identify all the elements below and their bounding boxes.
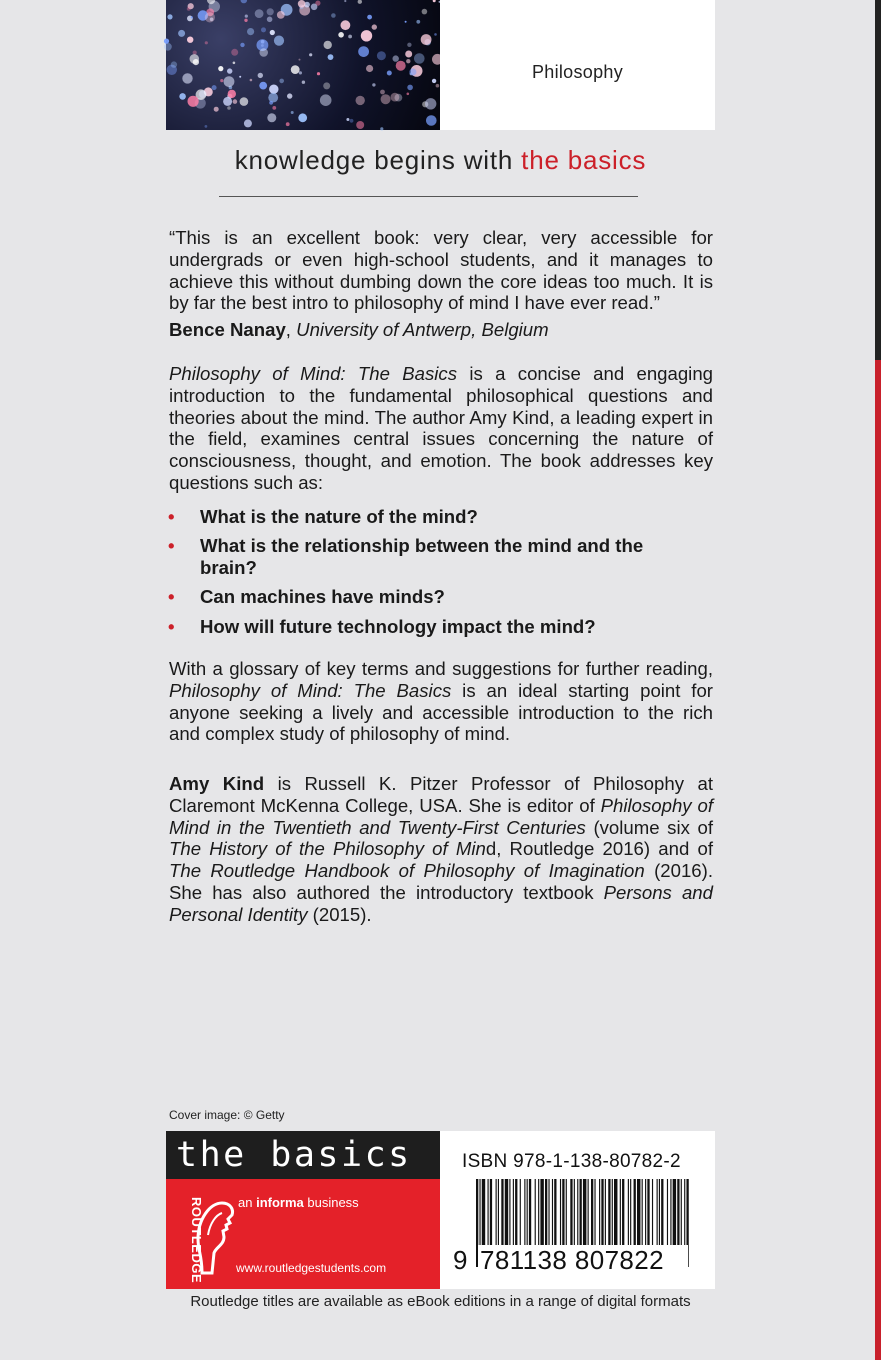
bokeh-light	[356, 121, 364, 129]
barcode-bar	[614, 1179, 617, 1249]
key-questions-list	[166, 506, 686, 645]
bokeh-light	[433, 0, 436, 2]
bullet-dot: •	[168, 535, 175, 557]
bokeh-light	[377, 51, 386, 60]
bokeh-light	[405, 21, 407, 23]
desc-text: is a concise and engaging introduction to the fundamental philosophical questions and theories about the mind. The author Amy Kind, a leading expert in the field, examines central issues concerning the nature of consciousness, thought, and emotion. The book addresses key questions such as:	[169, 363, 713, 493]
bokeh-light	[407, 43, 411, 47]
bokeh-light	[380, 127, 383, 130]
bokeh-light	[240, 97, 249, 106]
bokeh-light	[367, 15, 372, 20]
bokeh-light	[434, 33, 437, 36]
barcode-bar	[608, 1179, 610, 1249]
bokeh-light	[348, 35, 352, 39]
barcode-bar	[661, 1179, 663, 1249]
bokeh-light	[421, 34, 432, 45]
bokeh-light	[381, 94, 391, 104]
bokeh-light	[414, 53, 425, 64]
routledge-head-icon	[194, 1193, 238, 1275]
category-box	[440, 0, 715, 130]
bokeh-light	[259, 48, 268, 57]
quote-attribution: Bence Nanay, University of Antwerp, Belgium	[169, 319, 549, 340]
bokeh-light	[247, 28, 254, 35]
bokeh-light	[287, 93, 292, 98]
barcode-bar	[612, 1179, 613, 1249]
bokeh-light	[241, 0, 248, 3]
barcode-bar	[630, 1179, 631, 1249]
barcode-bar	[628, 1179, 629, 1249]
list-item: • What is the relationship between the mind and the brain?	[168, 535, 644, 579]
bokeh-light	[396, 61, 406, 71]
barcode-bar	[545, 1179, 547, 1249]
bokeh-light	[220, 79, 223, 82]
bokeh-light	[405, 51, 412, 58]
bokeh-light	[299, 71, 302, 74]
bokeh-light	[187, 7, 191, 11]
barcode-bar	[677, 1179, 679, 1249]
bokeh-light	[261, 27, 266, 32]
bokeh-light	[341, 20, 351, 30]
bokeh-light	[277, 11, 285, 19]
bokeh-light	[286, 122, 290, 126]
barcode-bar	[634, 1179, 636, 1249]
barcode-bar	[642, 1179, 643, 1249]
svg-text:ROUTLEDGE: ROUTLEDGE	[189, 1197, 204, 1284]
barcode-bar	[574, 1179, 575, 1249]
bokeh-light	[387, 71, 392, 76]
bokeh-light	[268, 93, 278, 103]
barcode-bar	[673, 1179, 676, 1249]
routledge-banner	[166, 1179, 440, 1289]
isbn-label: ISBN 978-1-138-80782-2	[462, 1151, 681, 1172]
bokeh-light	[432, 79, 436, 83]
barcode-bar	[657, 1179, 658, 1249]
bokeh-light	[425, 98, 436, 109]
bokeh-light	[344, 0, 346, 2]
barcode-digits: 781138 807822	[478, 1245, 688, 1276]
barcode-bar	[591, 1179, 593, 1249]
barcode-bar	[501, 1179, 503, 1249]
barcode-bar	[488, 1179, 489, 1249]
barcode-bar	[540, 1179, 543, 1249]
barcode-bar	[562, 1179, 564, 1249]
closing-title: Philosophy of Mind: The Basics	[169, 679, 452, 701]
bokeh-light	[258, 73, 263, 78]
series-tagline	[166, 145, 715, 176]
bokeh-light	[218, 66, 223, 71]
bokeh-light	[233, 62, 236, 65]
bokeh-light	[274, 36, 284, 46]
barcode-bar	[509, 1179, 510, 1249]
bullet-dot: •	[168, 615, 175, 637]
barcode-bar	[524, 1179, 525, 1249]
barcode-bar	[513, 1179, 514, 1249]
bokeh-light	[338, 32, 344, 38]
bokeh-light	[223, 97, 232, 106]
barcode-bar	[622, 1179, 624, 1249]
bokeh-light	[167, 14, 172, 19]
barcode-bar	[520, 1179, 521, 1249]
bokeh-light	[356, 96, 365, 105]
barcode-bar	[594, 1179, 595, 1249]
bokeh-light	[164, 39, 169, 44]
cover-image-credit: Cover image: © Getty	[169, 1108, 285, 1122]
list-item: • Can machines have minds?	[168, 586, 445, 608]
bokeh-light	[350, 119, 354, 123]
barcode-bar	[605, 1179, 606, 1249]
barcode-bar	[681, 1179, 682, 1249]
bokeh-light	[407, 93, 410, 96]
bokeh-light	[214, 107, 219, 112]
bokeh-light	[366, 65, 373, 72]
bokeh-light	[291, 65, 300, 74]
spine-dark-strip	[875, 0, 881, 360]
bullet-dot: •	[168, 586, 175, 608]
barcode-bar	[588, 1179, 589, 1249]
bokeh-light	[416, 20, 420, 24]
bokeh-light	[436, 84, 440, 88]
ebook-availability-note: Routledge titles are available as eBook editions in a range of digital formats	[190, 1293, 691, 1310]
bokeh-light	[407, 85, 413, 91]
cover-photo-bokeh	[166, 0, 440, 130]
barcode-bar	[529, 1179, 531, 1249]
bokeh-light	[328, 54, 334, 60]
bokeh-light	[267, 17, 273, 23]
series-banner	[166, 1131, 440, 1179]
bokeh-light	[317, 72, 320, 75]
bokeh-light	[311, 4, 318, 11]
bokeh-light	[358, 46, 369, 57]
barcode-bar	[482, 1179, 485, 1249]
quote-affiliation: University of Antwerp, Belgium	[296, 319, 549, 340]
bokeh-light	[269, 85, 278, 94]
bokeh-light	[269, 101, 273, 105]
barcode-bar	[580, 1179, 582, 1249]
book-description	[169, 363, 713, 494]
bokeh-light	[372, 83, 375, 86]
spine-red-strip	[875, 360, 881, 1360]
bokeh-light	[391, 93, 400, 102]
bokeh-light	[259, 82, 267, 90]
bokeh-light	[205, 41, 208, 44]
barcode-bar	[554, 1179, 556, 1249]
bokeh-light	[205, 12, 215, 22]
bokeh-light	[255, 9, 264, 18]
bokeh-light	[270, 30, 275, 35]
bokeh-light	[302, 81, 305, 84]
barcode-bar	[647, 1179, 649, 1249]
bokeh-light	[233, 99, 238, 104]
bokeh-light	[409, 68, 416, 75]
bokeh-light	[331, 13, 336, 18]
publisher-logo-block	[166, 1131, 440, 1289]
series-name: the basics	[176, 1135, 412, 1175]
bokeh-light	[164, 43, 172, 51]
bokeh-light	[267, 8, 274, 15]
bokeh-light	[279, 79, 284, 84]
barcode-bar	[566, 1179, 567, 1249]
barcode-bar	[601, 1179, 603, 1249]
list-item: • How will future technology impact the mind?	[168, 615, 596, 637]
author-name: Amy Kind	[169, 773, 265, 794]
bokeh-light	[182, 73, 192, 83]
barcode-bar	[560, 1179, 561, 1249]
bokeh-light	[358, 0, 362, 4]
bokeh-light	[239, 76, 241, 78]
barcode-bar	[577, 1179, 578, 1249]
review-quote: “This is an excellent book: very clear, very accessible for undergrads or even high-school students, and it manages to achieve this without dumbing down the core ideas too much. It is by far the best intro to philosophy of mind I have ever read.”	[169, 227, 713, 314]
bullet-dot: •	[168, 506, 175, 527]
bokeh-light	[188, 96, 199, 107]
bokeh-light	[298, 113, 307, 122]
barcode-bar	[490, 1179, 492, 1249]
desc-title: Philosophy of Mind: The Basics	[169, 363, 458, 384]
bokeh-light	[193, 51, 197, 55]
bokeh-light	[224, 76, 235, 87]
bokeh-light	[227, 68, 232, 73]
bokeh-light	[372, 24, 377, 29]
bokeh-light	[244, 19, 247, 22]
barcode-bar	[599, 1179, 600, 1249]
bokeh-light	[309, 53, 312, 56]
bokeh-light	[190, 54, 200, 64]
bokeh-light	[272, 106, 276, 110]
bokeh-light	[346, 118, 349, 121]
list-item: • What is the nature of the mind?	[168, 506, 478, 527]
bokeh-light	[298, 0, 306, 8]
bokeh-light	[267, 113, 276, 122]
closing-paragraph: With a glossary of key terms and suggestions for further reading, Philosophy of Mind: The Basics is an ideal starting point for anyone seeking a lively and accessible introduction to the rich and complex study of philosophy of mind.	[169, 658, 714, 745]
bokeh-light	[393, 55, 399, 61]
bokeh-light	[245, 15, 248, 18]
barcode-bar	[667, 1179, 668, 1249]
bokeh-light	[187, 37, 193, 43]
bokeh-light	[228, 90, 236, 98]
publisher-url: www.routledgestudents.com	[236, 1261, 387, 1275]
barcode-bar	[652, 1179, 653, 1249]
bokeh-light	[199, 90, 207, 98]
barcode-bar	[552, 1179, 553, 1249]
barcode-bar	[515, 1179, 517, 1249]
barcode-bar	[496, 1179, 497, 1249]
quote-author: Bence Nanay	[169, 319, 286, 340]
bokeh-light	[250, 79, 253, 82]
bokeh-light	[380, 90, 385, 95]
bokeh-light	[205, 125, 208, 128]
bokeh-light	[320, 94, 332, 106]
barcode-bar	[645, 1179, 646, 1249]
bokeh-light	[171, 61, 177, 67]
bokeh-light	[227, 106, 231, 110]
barcode-bar	[505, 1179, 508, 1249]
bokeh-light	[240, 43, 244, 47]
barcode-bar	[659, 1179, 660, 1249]
bokeh-light	[179, 93, 186, 100]
barcode-bar	[548, 1179, 549, 1249]
author-bio: Amy Kind is Russell K. Pitzer Professor of Philosophy at Claremont McKenna College, USA. She is editor of Philosophy of Mind in the Twentieth and Twenty-First Centuries (volume six of The History of the Philosophy of Mind, Routledge 2016) and of The Routledge Handbook of Philosophy of Imagination (2016). She has also authored the introductory textbook Persons and Personal Identity (2015).	[169, 773, 714, 925]
bokeh-light	[406, 59, 410, 63]
informa-tagline: an informa business	[238, 1195, 359, 1210]
barcode-bar	[620, 1179, 621, 1249]
barcode-bar	[670, 1179, 671, 1249]
bokeh-light	[361, 30, 372, 41]
bokeh-light	[231, 49, 238, 56]
bokeh-light	[178, 30, 185, 37]
bokeh-light	[244, 119, 252, 127]
bokeh-light	[422, 9, 428, 15]
barcode-bar	[498, 1179, 499, 1249]
bokeh-light	[324, 41, 332, 49]
barcode-bar	[527, 1179, 528, 1249]
bokeh-light	[299, 59, 301, 61]
tagline-lead: knowledge begins with	[234, 145, 522, 175]
bokeh-light	[323, 82, 330, 89]
barcode-bar	[538, 1179, 539, 1249]
tagline-accent: the basics	[521, 145, 647, 175]
bokeh-light	[291, 111, 294, 114]
bokeh-light	[426, 115, 437, 126]
barcode-bar	[637, 1179, 640, 1249]
barcode-first-digit: 9	[453, 1245, 468, 1275]
barcode-bar	[535, 1179, 536, 1249]
bokeh-light	[212, 85, 217, 90]
category-label: Philosophy	[531, 62, 624, 82]
barcode-bar	[570, 1179, 572, 1249]
tagline-divider	[219, 196, 638, 197]
isbn-barcode-block	[440, 1131, 715, 1289]
bokeh-light	[191, 16, 193, 18]
